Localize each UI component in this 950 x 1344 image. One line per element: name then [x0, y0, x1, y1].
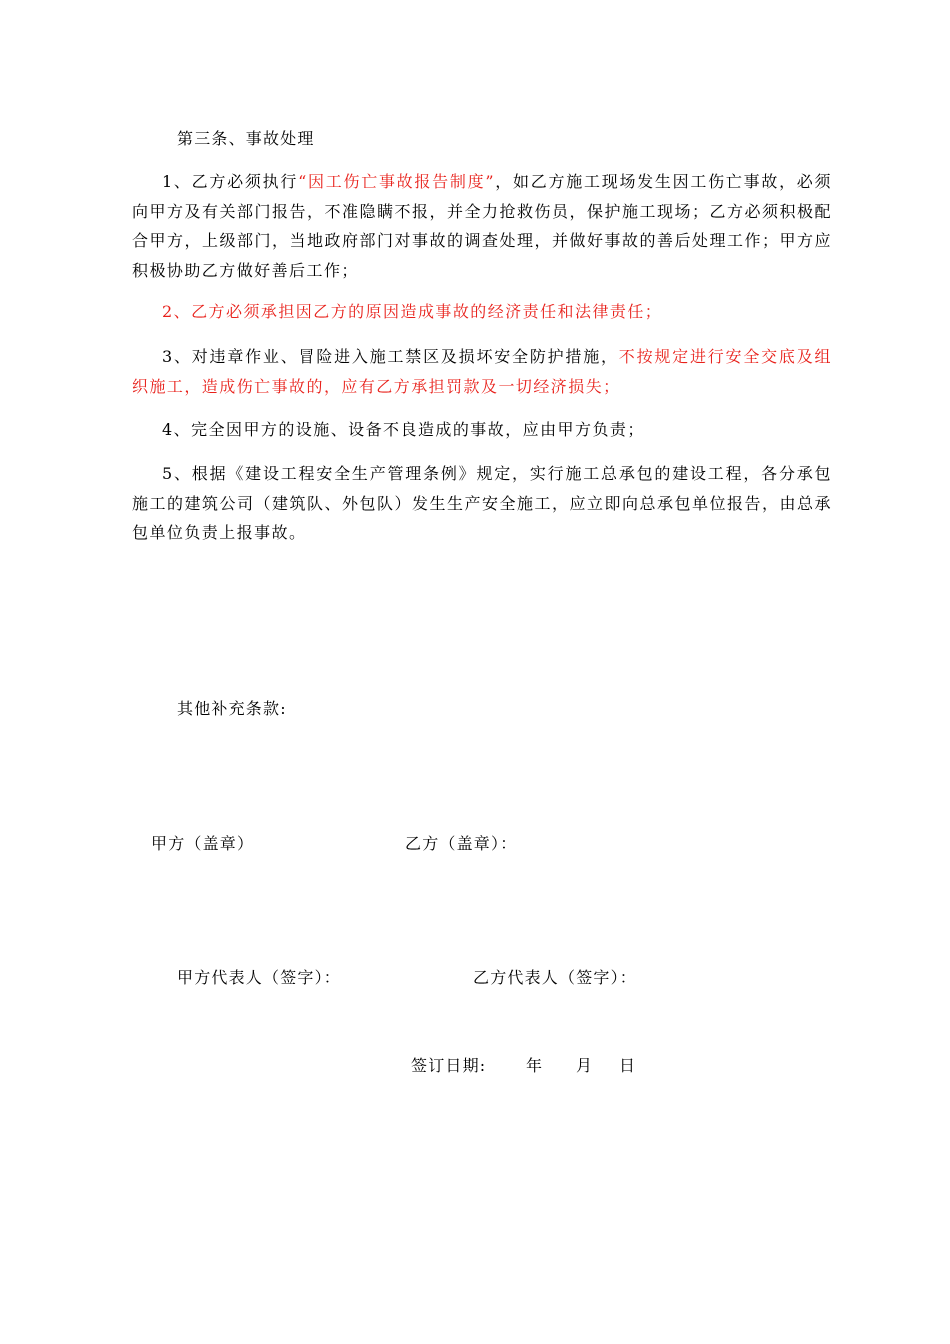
clause-4-number: 4、: [162, 420, 192, 439]
clause-5-number: 5、: [162, 464, 192, 483]
clause-4: [132, 415, 832, 445]
clause-1: [132, 167, 832, 285]
clause-1-highlight: “因工伤亡事故报告制度”: [298, 172, 495, 191]
date-year: 年: [526, 1056, 544, 1075]
clause-1-text-after: ，如乙方施工现场发生因工伤亡事故，必须向甲方及有关部门报告，不准隐瞒不报，并全力抢救伤员，保护施工现场；乙方必须积极配合甲方，上级部门，当地政府部门对事故的调查处理，并做好事故的善后处理工作；甲方应积极协助乙方做好善后工作；: [132, 172, 832, 280]
clause-3-number: 3、: [162, 347, 192, 366]
party-a-seal-label: 甲方（盖章）: [151, 834, 255, 853]
party-b-rep-label: 乙方代表人（签字）：: [473, 968, 638, 987]
clause-4-text: 完全因甲方的设施、设备不良造成的事故，应由甲方负责；: [191, 420, 645, 439]
clause-3: [132, 342, 832, 401]
clause-2: [132, 297, 832, 327]
clause-3-text-before: 对违章作业、冒险进入施工禁区及损坏安全防护措施，: [191, 347, 619, 366]
clause-5-text: 根据《建设工程安全生产管理条例》规定，实行施工总承包的建设工程，各分承包施工的建筑公司（建筑队、外包队）发生生产安全施工，应立即向总承包单位报告，由总承包单位负责上报事故。: [132, 464, 832, 542]
date-month: 月: [576, 1056, 594, 1075]
date-day: 日: [619, 1056, 637, 1075]
clause-2-highlight: 乙方必须承担因乙方的原因造成事故的经济责任和法律责任；: [191, 302, 663, 321]
clause-3-highlight: 不按规定进行安全交底及组织施工，造成伤亡事故的，应有乙方承担罚款及一切经济损失；: [132, 347, 832, 396]
clause-2-number: 2、: [162, 302, 192, 321]
party-b-seal-label: 乙方（盖章）：: [405, 834, 518, 853]
clause-1-number: 1、: [162, 172, 192, 191]
supplementary-label: 其他补充条款:: [177, 699, 287, 718]
signing-date-label: 签订日期:: [411, 1056, 487, 1075]
clause-5: [132, 459, 832, 548]
party-a-rep-label: 甲方代表人（签字）：: [177, 968, 342, 987]
clause-1-text-before: 乙方必须执行: [191, 172, 299, 191]
article-heading: 第三条、事故处理: [177, 129, 315, 148]
